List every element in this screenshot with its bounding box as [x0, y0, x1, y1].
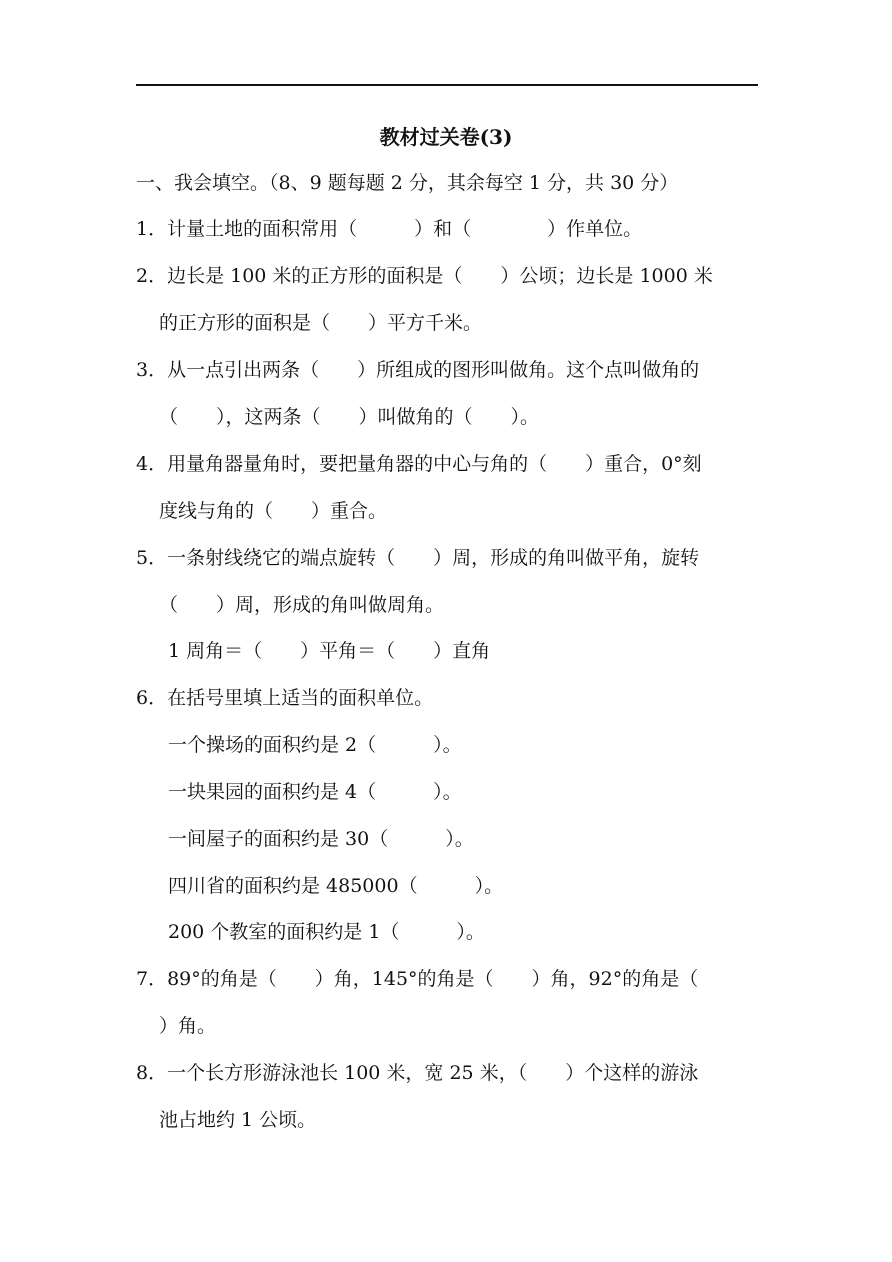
question-8: 8．一个长方形游泳池长 100 米，宽 25 米，（ ）个这样的游泳 [136, 1062, 699, 1084]
header-rule [136, 84, 758, 86]
section-heading: 一、我会填空。（8、9 题每题 2 分，其余每空 1 分，共 30 分） [136, 172, 679, 194]
question-5-cont: （ ）周，形成的角叫做周角。 [159, 594, 445, 616]
question-3-cont: （ ），这两条（ ）叫做角的（ ）。 [159, 406, 540, 428]
question-4: 4．用量角器量角时，要把量角器的中心与角的（ ）重合，0°刻 [136, 453, 702, 475]
question-7-cont: ）角。 [159, 1015, 217, 1037]
question-1: 1．计量土地的面积常用（ ）和（ ）作单位。 [136, 218, 643, 240]
question-4-cont: 度线与角的（ ）重合。 [159, 500, 388, 522]
question-6-item-5: 200 个教室的面积约是 1（ ）。 [168, 921, 485, 943]
question-2-cont: 的正方形的面积是（ ）平方千米。 [159, 312, 483, 334]
question-6-item-4: 四川省的面积约是 485000（ ）。 [168, 875, 504, 897]
question-6-item-2: 一块果园的面积约是 4（ ）。 [168, 781, 462, 803]
question-5-sub: 1 周角＝（ ）平角＝（ ）直角 [168, 640, 491, 662]
question-6: 6．在括号里填上适当的面积单位。 [136, 687, 434, 709]
question-5: 5．一条射线绕它的端点旋转（ ）周，形成的角叫做平角，旋转 [136, 547, 700, 569]
page-title: 教材过关卷(3) [379, 125, 513, 149]
question-6-item-3: 一间屋子的面积约是 30（ ）。 [168, 828, 474, 850]
question-2: 2．边长是 100 米的正方形的面积是（ ）公顷；边长是 1000 米 [136, 265, 713, 287]
question-3: 3．从一点引出两条（ ）所组成的图形叫做角。这个点叫做角的 [136, 359, 700, 381]
question-8-cont: 池占地约 1 公顷。 [159, 1109, 317, 1131]
question-7: 7．89°的角是（ ）角，145°的角是（ ）角，92°的角是（ [136, 968, 699, 990]
question-6-item-1: 一个操场的面积约是 2（ ）。 [168, 734, 462, 756]
